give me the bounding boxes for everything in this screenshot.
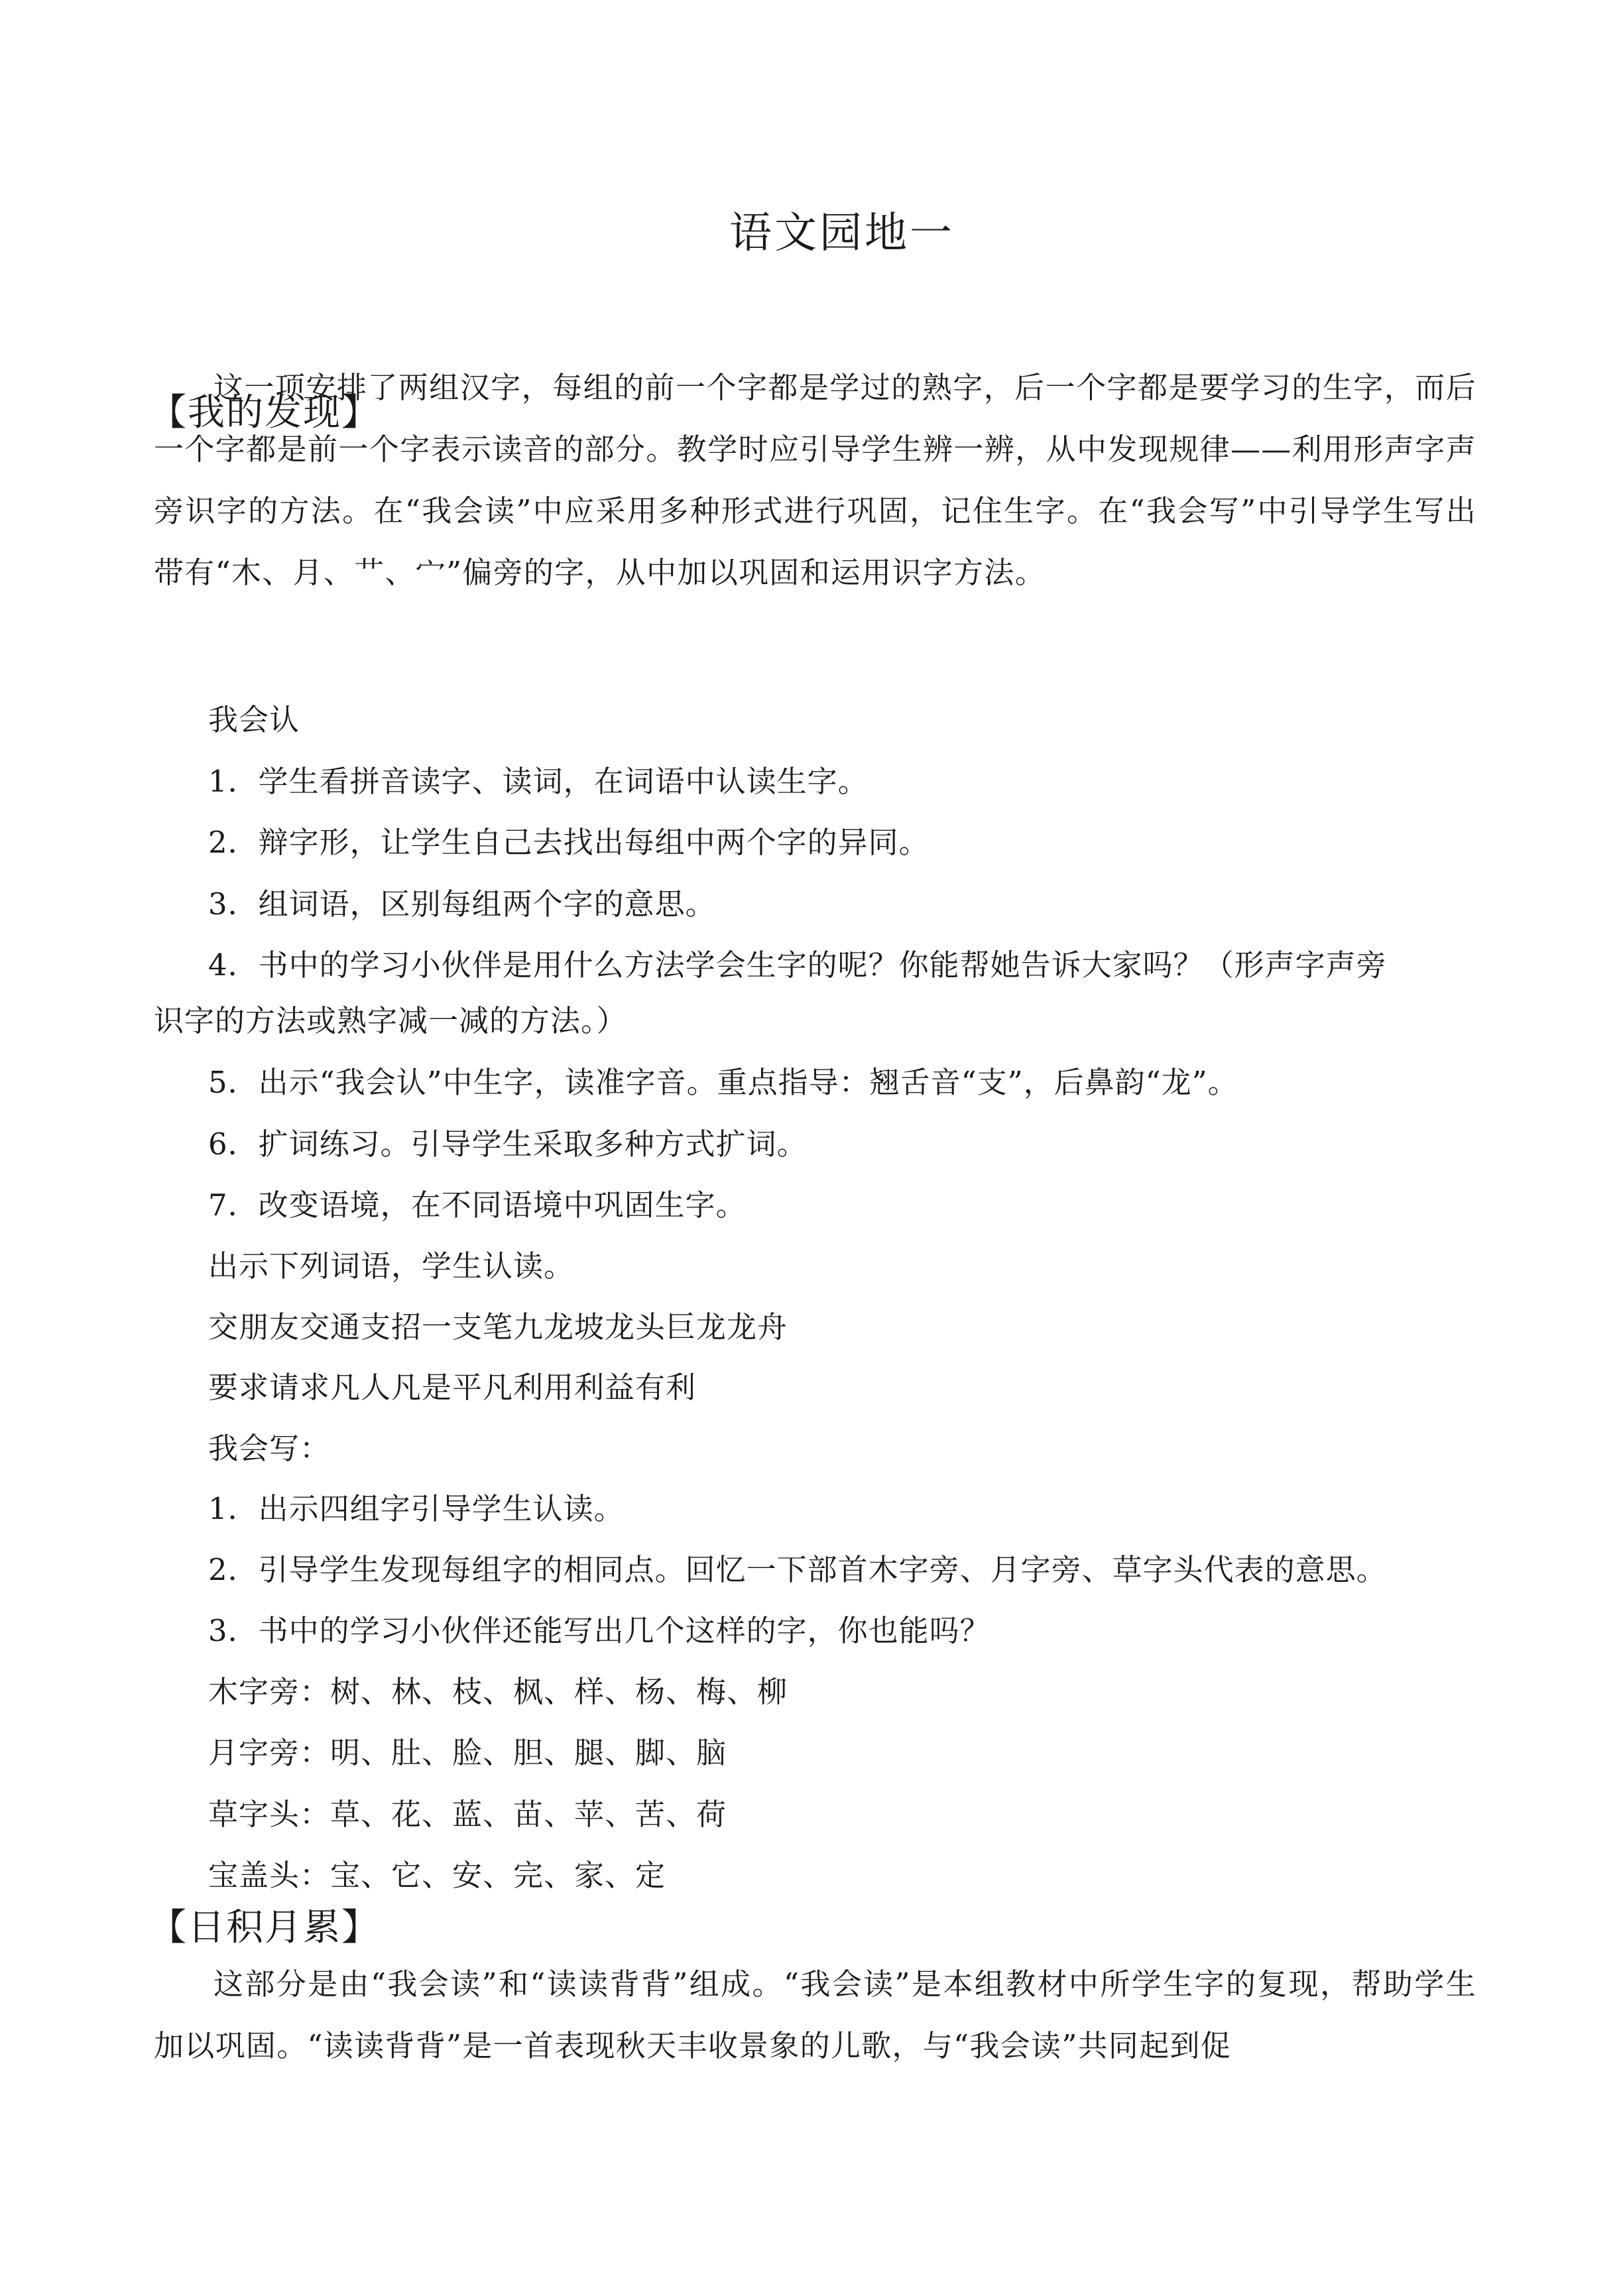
list-item: 6．扩词练习。引导学生采取多种方式扩词。 bbox=[208, 1126, 808, 1162]
section-intro-discovery: 这一项安排了两组汉字，每组的前一个字都是学过的熟字，后一个字都是要学习的生字，而后一个字都是前一个字表示读音的部分。教学时应引导学生辨一辨，从中发现规律——利用形声字声旁识字的方法。在“我会读”中应采用多种形式进行巩固，记住生字。在“我会写”中引导学生写出带有“木、月、艹、宀”偏旁的字，从中加以巩固和运用识字方法。 bbox=[154, 370, 1476, 590]
section-heading-discovery: 【我的发现】 bbox=[149, 391, 380, 434]
list-item: 1．出示四组字引导学生认读。 bbox=[208, 1491, 625, 1526]
word-list: 要求请求凡人凡是平凡利用利益有利 bbox=[208, 1370, 697, 1405]
radical-list: 月字旁：明、肚、脸、胆、腿、脚、脑 bbox=[208, 1735, 727, 1770]
section-intro-accumulation: 这部分是由“我会读”和“读读背背”组成。“我会读”是本组教材中所学生字的复现，帮助学生加以巩固。“读读背背”是一首表现秋天丰收景象的儿歌，与“我会读”共同起到促 bbox=[154, 1966, 1476, 2063]
radical-list: 木字旁：树、林、枝、枫、样、杨、梅、柳 bbox=[208, 1674, 788, 1709]
list-item: 2．辩字形，让学生自己去找出每组中两个字的异同。 bbox=[208, 825, 930, 860]
list-item-continuation: 识字的方法或熟字减一减的方法。） bbox=[154, 1003, 627, 1038]
radical-list: 宝盖头：宝、它、安、完、家、定 bbox=[208, 1858, 666, 1893]
radical-list: 草字头：草、花、蓝、苗、苹、苦、荷 bbox=[208, 1797, 727, 1832]
word-list: 交朋友交通支招一支笔九龙坡龙头巨龙龙舟 bbox=[208, 1309, 788, 1345]
list-item: 3．书中的学习小伙伴还能写出几个这样的字，你也能吗？ bbox=[208, 1613, 991, 1648]
subheading-write: 我会写： bbox=[208, 1431, 331, 1466]
list-item: 5．出示“我会认”中生字，读准字音。重点指导：翘舌音“支”，后鼻韵“龙”。 bbox=[208, 1065, 1238, 1100]
list-item: 2．引导学生发现每组字的相同点。回忆一下部首木字旁、月字旁、草字头代表的意思。 bbox=[208, 1552, 1387, 1587]
list-item: 7．改变语境，在不同语境中巩固生字。 bbox=[208, 1187, 747, 1223]
page-title: 语文园地一 bbox=[729, 209, 955, 258]
text-line: 出示下列词语，学生认读。 bbox=[208, 1248, 575, 1284]
section-heading-accumulation: 【日积月累】 bbox=[149, 1906, 380, 1949]
list-item: 3．组词语，区别每组两个字的意思。 bbox=[208, 886, 716, 922]
list-item: 4．书中的学习小伙伴是用什么方法学会生字的呢？你能帮她告诉大家吗？（形声字声旁 bbox=[208, 947, 1387, 983]
list-item: 1．学生看拼音读字、读词，在词语中认读生字。 bbox=[208, 764, 869, 799]
subheading-recognize: 我会认 bbox=[208, 702, 300, 737]
